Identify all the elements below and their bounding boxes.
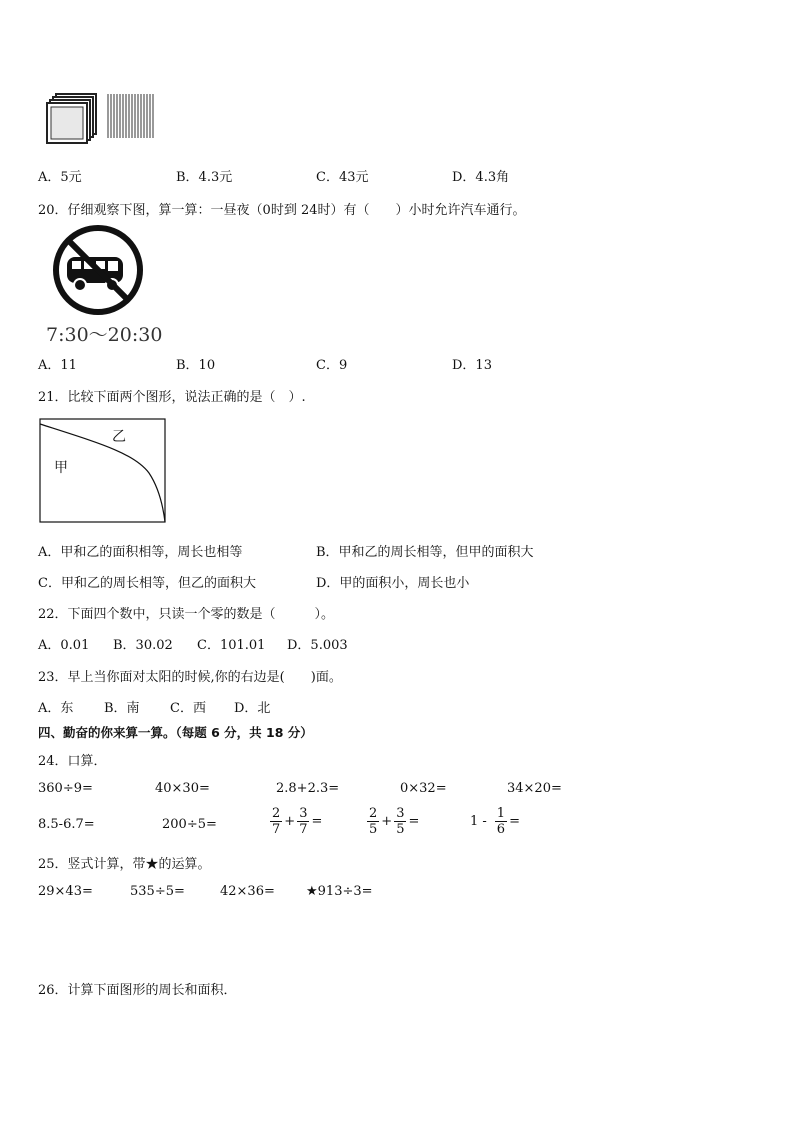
q25-item-2[interactable]: 535÷5=: [130, 884, 185, 899]
fraction-numerator: 2: [369, 806, 378, 821]
fraction-denominator: 6: [496, 822, 506, 837]
q23-option-a[interactable]: A．东: [38, 701, 74, 716]
q22-option-a[interactable]: A．0.01: [38, 638, 90, 653]
q25-item-1[interactable]: 29×43=: [38, 884, 93, 899]
q24-item-1[interactable]: 360÷9=: [38, 781, 93, 796]
fraction-denominator: 5: [369, 822, 378, 837]
q20-option-d[interactable]: D．13: [452, 358, 492, 373]
q19-option-b[interactable]: B．4.3元: [176, 170, 233, 185]
q21-option-b[interactable]: B．甲和乙的周长相等，但甲的面积大: [316, 545, 534, 560]
q25-stem: 25．竖式计算，带★的运算。: [38, 857, 211, 872]
label-jia: 甲: [54, 460, 68, 476]
one-minus: 1 -: [470, 814, 487, 829]
q23-option-c[interactable]: C．西: [170, 701, 206, 716]
fraction-numerator: 3: [396, 806, 405, 821]
q19-option-d[interactable]: D．4.3角: [452, 170, 510, 185]
q24-fraction-sum-2[interactable]: [367, 806, 421, 837]
q23-stem: 23．早上当你面对太阳的时候,你的右边是( )面。: [38, 670, 342, 685]
equals-sign: =: [311, 814, 323, 829]
q25-item-4[interactable]: ★913÷3=: [306, 884, 373, 899]
q22-option-c[interactable]: C．101.01: [197, 638, 266, 653]
q24-item-4[interactable]: 0×32=: [400, 781, 447, 796]
q24-item-6[interactable]: 8.5-6.7=: [38, 817, 95, 832]
q20-option-b[interactable]: B．10: [176, 358, 216, 373]
q19-option-c[interactable]: C．43元: [316, 170, 369, 185]
q25-item-3[interactable]: 42×36=: [220, 884, 275, 899]
q21-option-c[interactable]: C．甲和乙的周长相等，但乙的面积大: [38, 576, 256, 591]
plus-sign: +: [381, 814, 393, 829]
fraction-denominator: 5: [396, 822, 405, 837]
no-bus-sign: [50, 224, 146, 320]
banknotes-and-coins-icon: [44, 92, 160, 148]
q22-option-d[interactable]: D．5.003: [287, 638, 348, 653]
q26-stem: 26．计算下面图形的周长和面积．: [38, 983, 237, 998]
equals-sign: =: [408, 814, 420, 829]
fraction-numerator: 1: [496, 806, 506, 821]
q20-stem: 20．仔细观察下图，算一算：一昼夜（0时到 24时）有（ ）小时允许汽车通行。: [38, 203, 526, 218]
fraction-denominator: 7: [272, 822, 281, 837]
q24-fraction-sum-1[interactable]: [270, 806, 324, 837]
q20-option-a[interactable]: A．11: [38, 358, 77, 373]
q21-option-d[interactable]: D．甲的面积小，周长也小: [316, 576, 470, 591]
section-4-title: 四、勤奋的你来算一算。（每题 6 分，共 18 分）: [38, 725, 313, 740]
label-yi: 乙: [112, 429, 126, 445]
fraction-numerator: 3: [299, 806, 308, 821]
q24-item-3[interactable]: 2.8+2.3=: [276, 781, 340, 796]
q20-option-c[interactable]: C．9: [316, 358, 348, 373]
no-bus-icon: [50, 224, 146, 320]
plus-sign: +: [284, 814, 296, 829]
q24-fraction-difference[interactable]: [468, 806, 522, 837]
q22-stem: 22．下面四个数中，只读一个零的数是（ ）。: [38, 607, 335, 622]
q24-item-7[interactable]: 200÷5=: [162, 817, 217, 832]
q24-item-2[interactable]: 40×30=: [155, 781, 210, 796]
q22-option-b[interactable]: B．30.02: [113, 638, 173, 653]
q21-stem: 21．比较下面两个图形，说法正确的是（ ）.: [38, 390, 306, 405]
q24-item-5[interactable]: 34×20=: [507, 781, 562, 796]
q23-option-d[interactable]: D．北: [234, 701, 271, 716]
q23-option-b[interactable]: B．南: [104, 701, 140, 716]
q21-option-a[interactable]: A．甲和乙的面积相等，周长也相等: [38, 545, 243, 560]
equals-sign: =: [509, 814, 520, 829]
money-illustration: [44, 92, 160, 148]
q24-stem: 24．口算．: [38, 754, 107, 769]
fraction-numerator: 2: [272, 806, 281, 821]
q19-option-a[interactable]: A．5元: [38, 170, 82, 185]
allowed-time-range: 7:30～20:30: [46, 324, 163, 346]
fraction-denominator: 7: [299, 822, 308, 837]
